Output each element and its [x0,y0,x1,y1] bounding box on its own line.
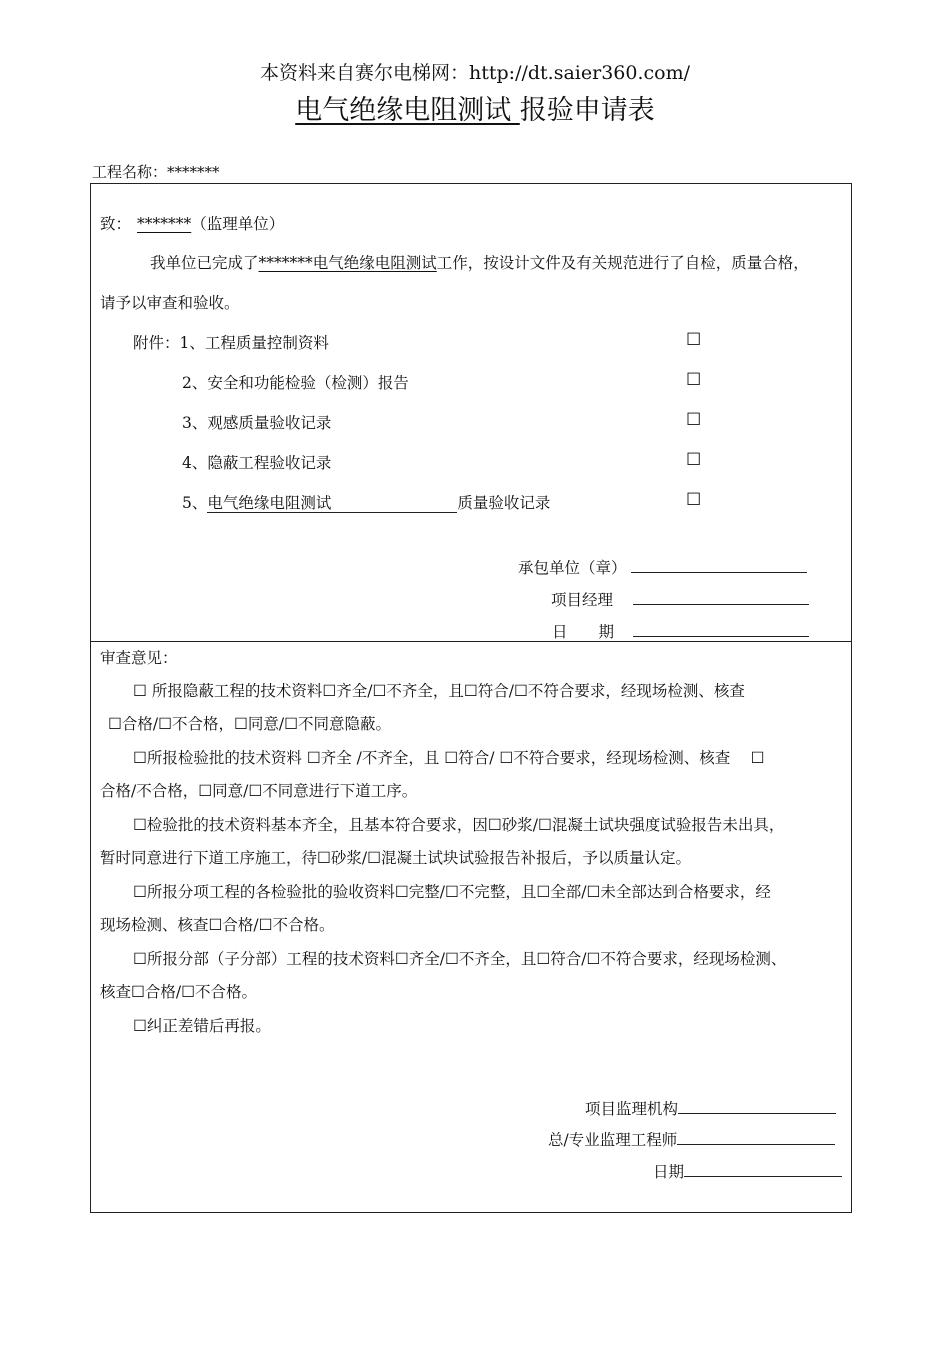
review-option-line: ☐所报分项工程的各检验批的验收资料☐完整/☐不完整，且☐全部/☐未全部达到合格要求，经 [133,883,771,901]
supervision-date-line[interactable] [684,1175,842,1177]
contractor-date-label: 日 期 [552,623,615,641]
attachment-row-4: 4、隐蔽工程验收记录 [182,454,332,472]
title-form-name: 报验申请表 [519,95,655,126]
attachments-label: 附件： [133,334,180,352]
attachment-subject: 电气绝缘电阻测试 [207,494,457,513]
attachment-checkbox-1[interactable]: ☐ [686,330,702,350]
review-option-line: 合格/不合格，☐同意/☐不同意进行下道工序。 [100,782,418,800]
source-line: 本资料来自赛尔电梯网：http://dt.saier360.com/ [260,62,690,84]
statement-work-item: *******电气绝缘电阻测试 [258,254,437,272]
review-heading: 审查意见： [100,649,178,667]
attachment-checkbox-5[interactable]: ☐ [686,490,702,510]
project-name-row [92,161,220,182]
project-manager-label: 项目经理 [551,591,614,609]
supervising-engineer-row [548,1128,835,1150]
attachment-row-3: 3、观感质量验收记录 [182,414,332,432]
statement-prefix: 我单位已完成了 [150,254,259,272]
review-option-line: 核查☐合格/☐不合格。 [100,983,258,1001]
project-name-value: ******* [167,163,220,181]
supervision-org-line[interactable] [678,1112,836,1114]
attachment-checkbox-2[interactable]: ☐ [686,370,702,390]
attachment-checkbox-3[interactable]: ☐ [686,410,702,430]
review-option-line: ☐合格/☐不合格，☐同意/☐不同意隐蔽。 [108,715,392,733]
statement-line-1 [150,251,809,273]
supervising-engineer-line[interactable] [677,1143,835,1145]
review-option-line: ☐所报分部（子分部）工程的技术资料☐齐全/☐不齐全，且☐符合/☐不符合要求，经现场检测、 [133,950,787,968]
attachment-row-2: 2、安全和功能检验（检测）报告 [182,374,409,392]
review-option-line: 暂时同意进行下道工序施工，待☐砂浆/☐混凝土试块试验报告补报后，予以质量认定。 [100,849,692,867]
project-manager-row [551,588,809,610]
addressee-value: ******* [137,215,192,233]
attachment-text: 1、工程质量控制资料 [179,334,329,352]
attachment-row-1 [133,331,329,353]
attachment-number: 5、 [182,494,208,512]
supervision-org-label: 项目监理机构 [585,1100,679,1118]
supervision-date-row [653,1160,842,1182]
contractor-date-line[interactable] [633,635,809,637]
review-option-line: ☐纠正差错后再报。 [133,1017,271,1035]
attachment-suffix: 质量验收记录 [457,494,551,512]
addressee-suffix: （监理单位） [191,215,285,233]
review-option-line: 现场检测、核查☐合格/☐不合格。 [100,916,335,934]
page-title [0,88,950,127]
contractor-unit-row [518,556,807,578]
review-option-line: ☐ 所报隐蔽工程的技术资料☐齐全/☐不齐全，且☐符合/☐不符合要求，经现场检测、核查 [133,682,745,700]
supervision-date-label: 日期 [653,1163,685,1181]
addressee-row [100,212,284,234]
review-option-line: ☐检验批的技术资料基本齐全，且基本符合要求，因☐砂浆/☐混凝土试块强度试验报告未出具， [133,816,785,834]
project-manager-line[interactable] [633,603,809,605]
supervising-engineer-label: 总/专业监理工程师 [548,1131,678,1149]
addressee-label: 致： [100,215,132,233]
contractor-unit-label: 承包单位（章） [518,559,627,577]
statement-line-2: 请予以审查和验收。 [100,294,240,312]
statement-suffix: 工作，按设计文件及有关规范进行了自检，质量合格， [436,254,809,272]
contractor-date-row [552,620,809,642]
contractor-unit-line[interactable] [631,571,807,573]
project-name-label: 工程名称： [92,163,168,181]
title-subject: 电气绝缘电阻测试 [295,95,520,126]
attachment-row-5 [182,491,550,513]
supervision-org-row [585,1097,836,1119]
attachment-checkbox-4[interactable]: ☐ [686,450,702,470]
review-option-line: ☐所报检验批的技术资料 ☐齐全 /不齐全，且 ☐符合/ ☐不符合要求，经现场检测、核查 ☐ [133,749,765,767]
